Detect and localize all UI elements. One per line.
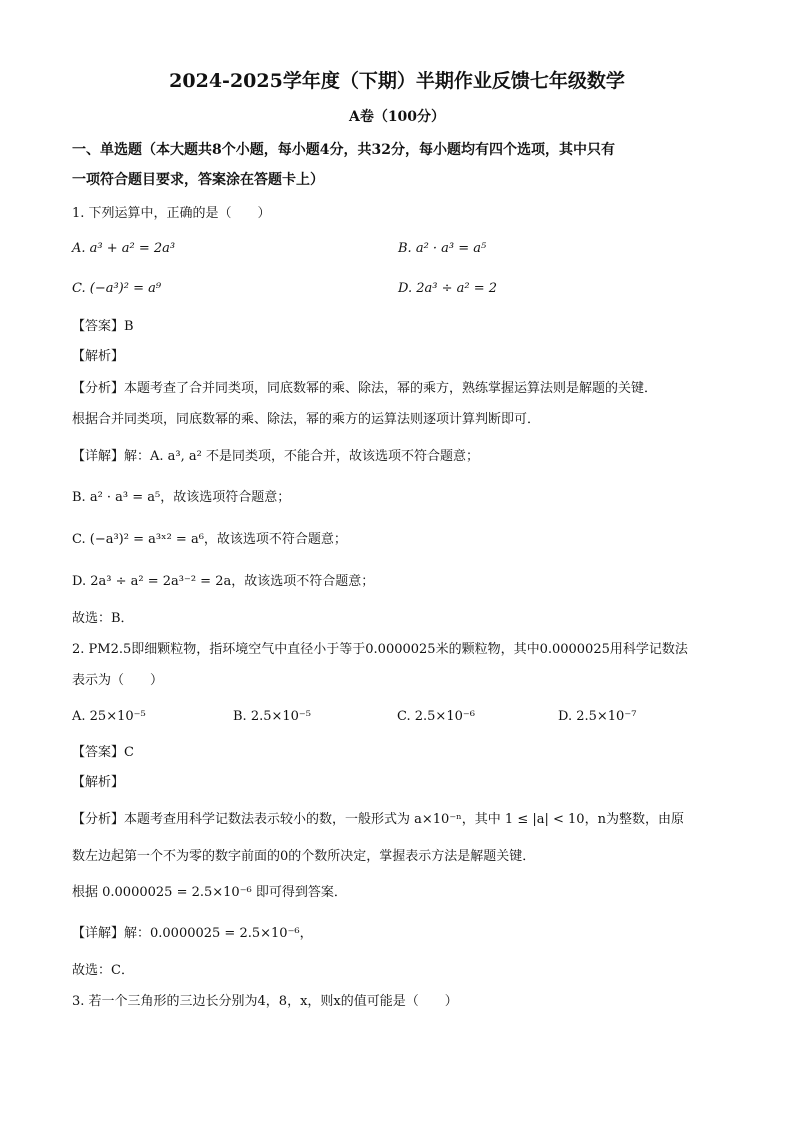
q1-option-c: C. (−a³)² = a⁹ bbox=[72, 281, 162, 296]
q2-option-d: D. 2.5×10⁻⁷ bbox=[558, 709, 637, 724]
q2-option-a: A. 25×10⁻⁵ bbox=[72, 709, 146, 724]
q1-conclusion: 故选：B． bbox=[72, 611, 134, 626]
q1-detail-a: 【详解】解：A. a³, a² 不是同类项，不能合并，故该选项不符合题意； bbox=[72, 449, 479, 464]
q1-option-a: A. a³ + a² = 2a³ bbox=[72, 241, 176, 256]
q2-conclusion: 故选：C． bbox=[72, 963, 134, 978]
q2-analysis-label: 【解析】 bbox=[72, 775, 125, 790]
section-heading-line1: 一、单选题（本大题共8个小题，每小题4分，共32分，每小题均有四个选项，其中只有 bbox=[72, 142, 615, 158]
q2-option-c: C. 2.5×10⁻⁶ bbox=[397, 709, 475, 724]
q2-answer: 【答案】C bbox=[72, 745, 134, 760]
q1-detail-d: D. 2a³ ÷ a² = 2a³⁻² = 2a，故该选项不符合题意； bbox=[72, 574, 375, 589]
q1-analysis-label: 【解析】 bbox=[72, 349, 125, 364]
q1-option-b: B. a² · a³ = a⁵ bbox=[398, 241, 487, 256]
q1-analysis-line1: 【分析】本题考查了合并同类项，同底数幂的乘、除法，幂的乘方，熟练掌握运算法则是解题的关键． bbox=[72, 381, 658, 396]
section-heading-line2: 一项符合题目要求，答案涂在答题卡上） bbox=[72, 172, 324, 188]
q1-stem: 1. 下列运算中，正确的是（ ） bbox=[72, 206, 271, 221]
q2-analysis-line1: 【分析】本题考查用科学记数法表示较小的数，一般形式为 a×10⁻ⁿ，其中 1 ≤ |a| < 10，n为整数，由原 bbox=[72, 812, 684, 827]
q2-stem-line1: 2. PM2.5即细颗粒物，指环境空气中直径小于等于0.0000025米的颗粒物，其中0.0000025用科学记数法 bbox=[72, 642, 688, 657]
paper-subtitle: A卷（100分） bbox=[348, 109, 446, 125]
q2-analysis-line2: 数左边起第一个不为零的数字前面的0的个数所决定，掌握表示方法是解题关键． bbox=[72, 849, 536, 864]
q3-stem: 3. 若一个三角形的三边长分别为4，8，x，则x的值可能是（ ） bbox=[72, 994, 458, 1009]
q2-stem-line2: 表示为（ ） bbox=[72, 673, 164, 688]
q2-analysis-line3: 根据 0.0000025 = 2.5×10⁻⁶ 即可得到答案． bbox=[72, 885, 347, 900]
q2-detail: 【详解】解：0.0000025 = 2.5×10⁻⁶， bbox=[72, 926, 313, 941]
q2-option-b: B. 2.5×10⁻⁵ bbox=[233, 709, 311, 724]
q1-detail-c: C. (−a³)² = a³ˣ² = a⁶，故该选项不符合题意； bbox=[72, 532, 347, 547]
q1-detail-b: B. a² · a³ = a⁵，故该选项符合题意； bbox=[72, 490, 291, 505]
q1-analysis-line2: 根据合并同类项，同底数幂的乘、除法，幂的乘方的运算法则逐项计算判断即可． bbox=[72, 412, 541, 427]
q1-answer: 【答案】B bbox=[72, 319, 134, 334]
q1-option-d: D. 2a³ ÷ a² = 2 bbox=[398, 281, 498, 296]
page-title: 2024-2025学年度（下期）半期作业反馈七年级数学 bbox=[169, 70, 625, 92]
